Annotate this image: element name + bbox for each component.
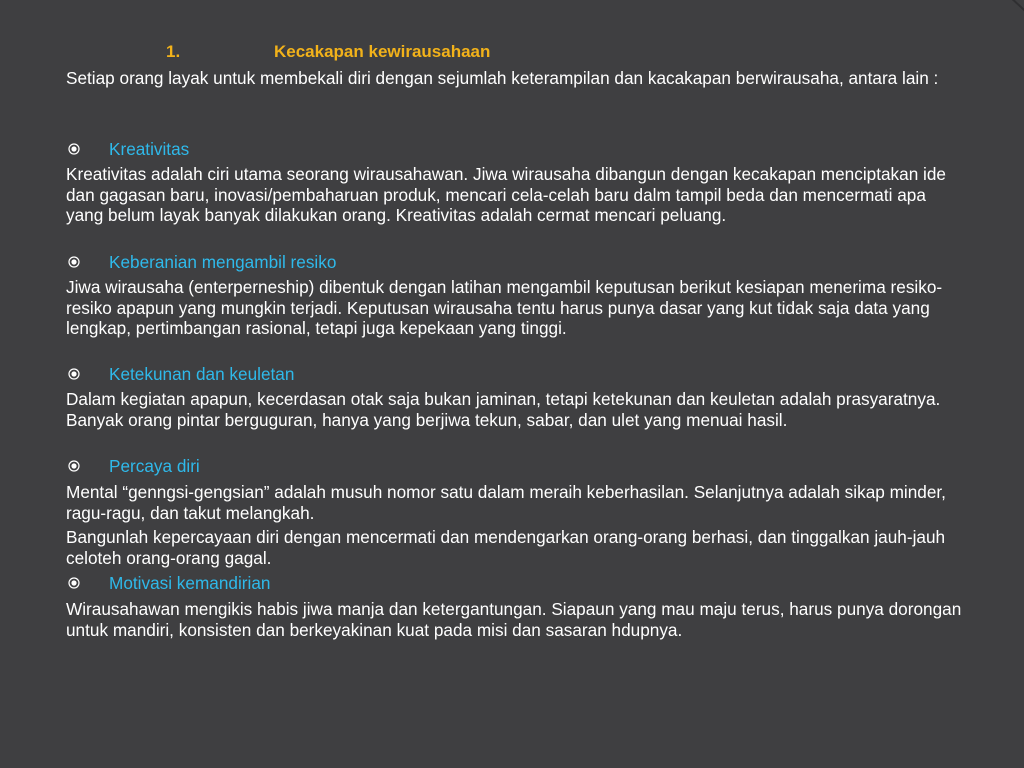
bullet-item-ketekunan xyxy=(66,363,966,385)
slide-heading xyxy=(66,41,966,63)
radio-bullet-icon xyxy=(68,256,80,268)
section-paragraph: Dalam kegiatan apapun, kecerdasan otak saja bukan jaminan, tetapi ketekunan dan keuletan adalah prasyaratnya. Banyak orang pintar berguguran, hanya yang berjiwa tekun, sabar, dan ulet yang menuai hasil. xyxy=(66,389,941,430)
bullet-item-keberanian xyxy=(66,251,966,273)
radio-bullet-icon xyxy=(68,460,80,472)
section-paragraph: Mental “genngsi-gengsian” adalah musuh nomor satu dalam meraih keberhasilan. Selanjutnya adalah sikap minder, ragu-ragu, dan takut melangkah. xyxy=(66,482,946,523)
bullet-label: Percaya diri xyxy=(109,456,200,476)
section-paragraph: Bangunlah kepercayaan diri dengan mencermati dan mendengarkan orang-orang berhasi, dan tinggalkan jauh-jauh celoteh orang-orang gagal. xyxy=(66,527,946,568)
heading-title: Kecakapan kewirausahaan xyxy=(274,42,491,61)
bullet-label: Motivasi kemandirian xyxy=(109,573,271,593)
bullet-item-kreativitas xyxy=(66,138,966,160)
heading-number: 1. xyxy=(166,42,181,61)
bullet-label: Ketekunan dan keuletan xyxy=(109,364,295,384)
radio-bullet-icon xyxy=(68,143,80,155)
section-paragraph: Jiwa wirausaha (enterperneship) dibentuk dengan latihan mengambil keputusan berikut kesiapan menerima resiko-resiko apapun yang mungkin terjadi. Keputusan wirausaha tentu harus punya dasar yang kut tidak saja data yang lengkap, pertimbangan rasional, tetapi juga kepekaan yang tinggi. xyxy=(66,277,943,338)
intro-paragraph: Setiap orang layak untuk membekali diri dengan sejumlah keterampilan dan kacakapan berwirausaha, antara lain : xyxy=(66,68,939,88)
radio-bullet-icon xyxy=(68,577,80,589)
bullet-label: Kreativitas xyxy=(109,139,190,159)
section-paragraph: Kreativitas adalah ciri utama seorang wirausahawan. Jiwa wirausaha dibangun dengan kecakapan menciptakan ide dan gagasan baru, inovasi/pembaharuan produk, mencari cela-celah baru dalm tampil beda dan mencermati apa yang belum layak banyak dilakukan orang. Kreativitas adalah cermat mencari peluang. xyxy=(66,164,946,225)
bullet-label: Keberanian mengambil resiko xyxy=(109,252,337,272)
bullet-item-motivasi xyxy=(66,572,966,594)
radio-bullet-icon xyxy=(68,368,80,380)
bullet-item-percaya-diri xyxy=(66,455,966,477)
section-paragraph: Wirausahawan mengikis habis jiwa manja dan ketergantungan. Siapaun yang mau maju terus, harus punya dorongan untuk mandiri, konsisten dan berkeyakinan kuat pada misi dan sasaran hdupnya. xyxy=(66,599,962,640)
